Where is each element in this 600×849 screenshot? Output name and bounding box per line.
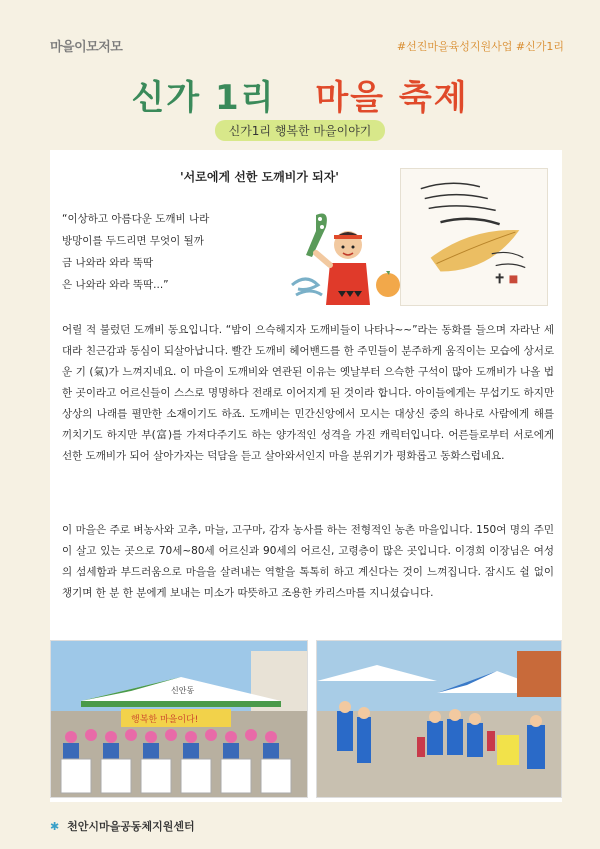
- tent-label: 신안동: [171, 686, 195, 695]
- subtitle-row: [0, 120, 600, 141]
- poem: [62, 208, 209, 296]
- title-village: 신가 1리: [131, 78, 276, 118]
- title-festival: 마을 축제: [315, 78, 469, 118]
- brand-logo: [50, 36, 122, 55]
- festival-photo-1: [50, 640, 308, 798]
- person-icon: ✱: [50, 820, 60, 833]
- banner-text: 행복한 마을이다!: [131, 715, 199, 725]
- festival-photo-2: [316, 640, 562, 798]
- brand-label: 마을이모저모: [50, 40, 123, 55]
- poem-line: 방망이를 두드리면 무엇이 될까: [62, 235, 204, 247]
- quote-title: '서로에게 선한 도깨비가 되자': [180, 170, 339, 184]
- article-card: [50, 150, 562, 802]
- article-paragraph-1: 어릴 적 불렀던 도깨비 동요입니다. “밤이 으슥해지자 도깨비들이 나타나~~”라는 동화를 들으며 자라난 세대라 친근감과 동심이 되살아납니다. 빨간 도깨비 헤어밴드를 한 주민들이 분주하게 움직이는 모습에 상서로운 기 (氣)가 느껴지네요. 이 마을이 도깨비와 연관된 이유는 옛날부터 으슥한 구석이 많아 도깨비가 나올 법한 곳이라고 어르신들이 스스로 명명하다 전래로 이어지게 된 것이라 합니다. 아이들에게는 무섭기도 하지만 상상의 나래를 펼만한 소재이기도 하죠. 도깨비는 민간신앙에서 모시는 대상신 중의 하나로 사람에게 해를 끼치기도 하지만 부(富)를 가져다주기도 하는 양가적인 성격을 가진 캐릭터입니다. 어른들로부터 서로에게 선한 도깨비가 되어 살아가자는 덕담을 듣고 살아와서인지 마을 분위기가 평화롭고 동화스럽네요.: [62, 324, 554, 462]
- hashtags: #선진마을육성지원사업 #신가1리: [396, 40, 564, 53]
- poem-line: 은 나와라 와라 뚝딱...”: [62, 279, 169, 291]
- poem-line: 금 나와라 와라 뚝딱: [62, 257, 154, 269]
- footer-label: 천안시마을공동체지원센터: [67, 820, 195, 833]
- poem-line: “이상하고 아름다운 도깨비 나라: [62, 213, 210, 225]
- calligraphy-artwork: [400, 168, 548, 306]
- article-paragraph-2: 이 마을은 주로 벼농사와 고추, 마늘, 고구마, 감자 농사를 하는 전형적인 농촌 마을입니다. 150여 명의 주민이 살고 있는 곳으로 70세~80세 어르신과 90세의 어르신, 고령층이 많은 곳입니다. 이경희 이장님은 여성의 섬세함과 부드러움으로 마을을 살려내는 역할을 톡톡히 하고 계신다는 것이 느껴집니다. 잠시도 쉴 없이 챙기며 한 분 한 분에게 보내는 미소가 따뜻하고 조용한 카리스마를 지니셨습니다.: [62, 524, 554, 599]
- page-title: [0, 70, 600, 119]
- subtitle: 신가1리 행복한 마을이야기: [215, 120, 386, 141]
- footer: [50, 818, 195, 834]
- goblin-illustration: [286, 205, 406, 313]
